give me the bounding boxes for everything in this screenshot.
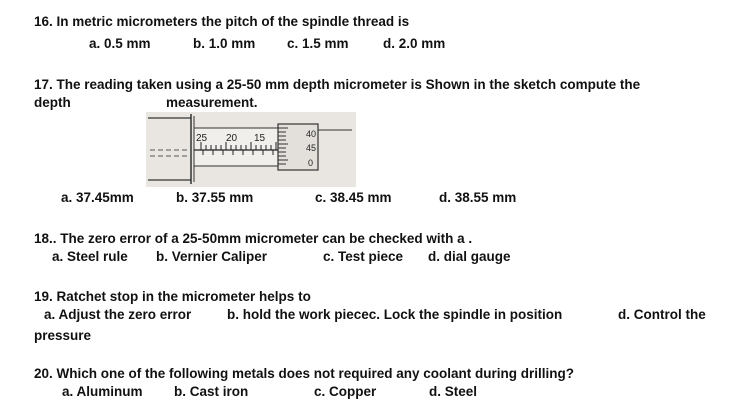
q20-option-b: b. Cast iron [174,384,249,399]
q16-option-b: b. 1.0 mm [193,36,256,51]
question-17-line1: 17. The reading taken using a 25-50 mm depth micrometer is Shown in the sketch compute the [34,77,641,92]
micrometer-sketch [146,112,356,187]
thimble-label-0: 0 [308,158,314,168]
q20-option-d: d. Steel [429,384,478,399]
thimble-label-45: 45 [306,143,317,153]
q18-option-c: c. Test piece [323,249,404,264]
q18-option-a: a. Steel rule [52,249,128,264]
q17-option-b: b. 37.55 mm [176,190,254,205]
q16-option-a: a. 0.5 mm [89,36,151,51]
q16-option-d: d. 2.0 mm [383,36,446,51]
question-18: 18.. The zero error of a 25-50mm micrometer can be checked with a . [34,231,473,246]
q20-option-c: c. Copper [314,384,377,399]
q17-option-c: c. 38.45 mm [315,190,392,205]
question-19: 19. Ratchet stop in the micrometer helps to [34,289,311,304]
thimble-label-40: 40 [306,129,317,139]
q19-option-d: d. Control the [618,307,706,322]
q17-option-a: a. 37.45mm [61,190,134,205]
sleeve-label-15: 15 [254,133,266,144]
q16-option-c: c. 1.5 mm [287,36,349,51]
q17-option-d: d. 38.55 mm [439,190,517,205]
question-17-depth: depth [34,95,71,110]
q19-option-d-continued: pressure [34,328,92,343]
q18-option-b: b. Vernier Caliper [156,249,268,264]
q19-option-b: b. hold the work piecec. Lock the spindle in position [227,307,563,322]
sleeve-label-20: 20 [226,133,238,144]
q20-option-a: a. Aluminum [62,384,143,399]
sleeve-label-25: 25 [196,133,208,144]
q19-option-a: a. Adjust the zero error [44,307,192,322]
question-16: 16. In metric micrometers the pitch of the spindle thread is [34,14,410,29]
question-20: 20. Which one of the following metals does not required any coolant during drilling? [34,366,575,381]
question-17-measurement: measurement. [166,95,258,110]
q18-option-d: d. dial gauge [428,249,511,264]
